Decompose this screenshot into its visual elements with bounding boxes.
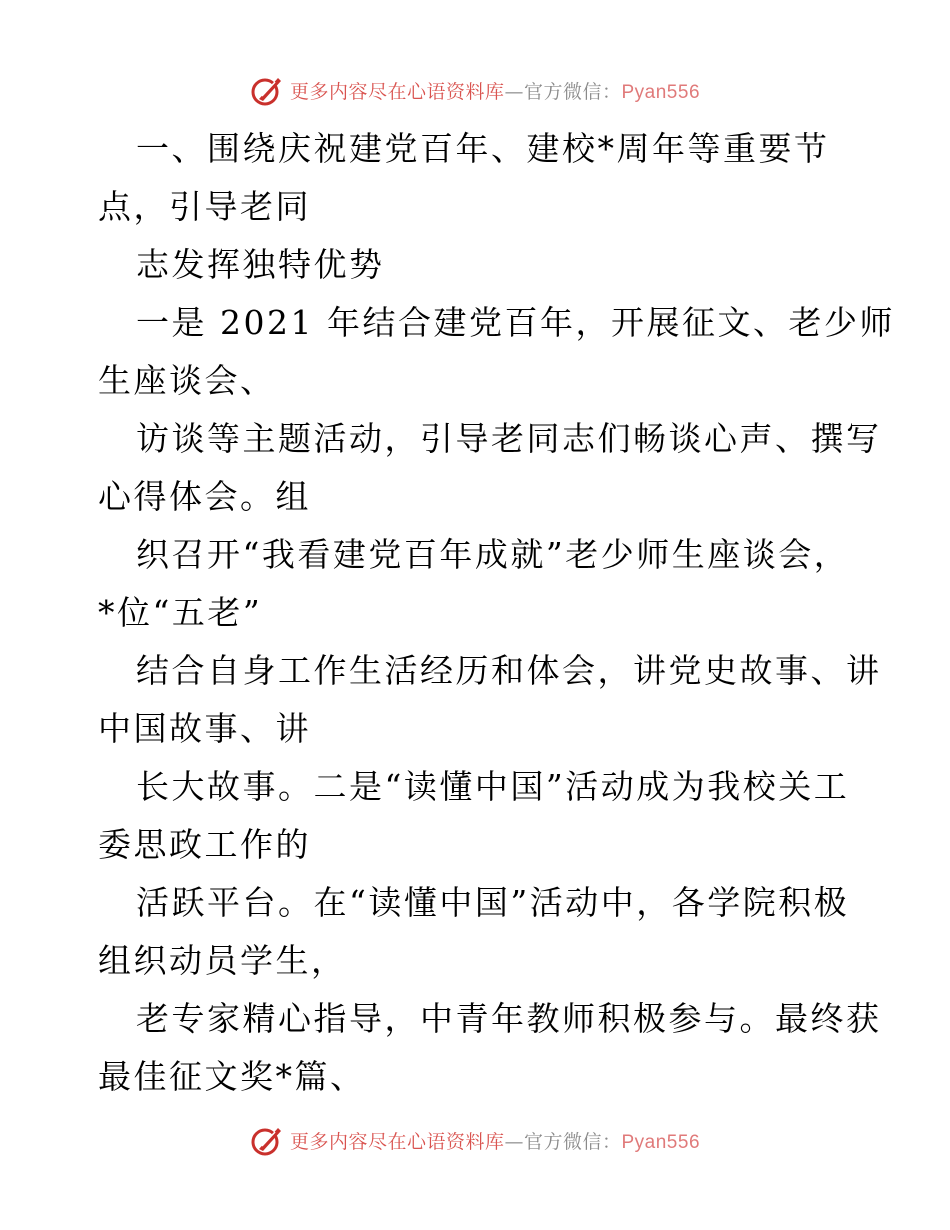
text-line: 点，引导老同 xyxy=(98,187,311,226)
banner-site-name: 更多内容尽在心语资料库 xyxy=(289,1130,505,1153)
document-body xyxy=(98,120,895,1106)
banner-site-name: 更多内容尽在心语资料库 xyxy=(289,80,505,103)
text-line: 生座谈会、 xyxy=(98,361,276,400)
text-line: 访谈等主题活动，引导老同志们畅谈心声、撰写 xyxy=(136,419,882,458)
quill-logo-icon xyxy=(250,73,284,107)
text-line: 志发挥独特优势 xyxy=(136,245,385,284)
text-line: 织召开“我看建党百年成就”老少师生座谈会， xyxy=(136,535,850,574)
text-line: 老专家精心指导，中青年教师积极参与。最终获 xyxy=(136,999,882,1038)
text-line: 长大故事。二是“读懂中国”活动成为我校关工 xyxy=(136,767,850,806)
text-line: 一、围绕庆祝建党百年、建校*周年等重要节 xyxy=(136,129,830,168)
text-line: 组织动员学生， xyxy=(98,941,347,980)
text-line: *位“五老” xyxy=(98,593,263,632)
banner-text xyxy=(290,77,700,104)
banner-wechat-id: Pyan556 xyxy=(621,1131,701,1153)
quill-logo-icon xyxy=(250,1123,284,1157)
text-line: 最佳征文奖*篇、 xyxy=(98,1057,366,1096)
banner-dash: — xyxy=(504,1130,524,1153)
banner-dash: — xyxy=(504,80,524,103)
text-line: 中国故事、讲 xyxy=(98,709,311,748)
text-line: 心得体会。组 xyxy=(98,477,311,516)
footer-banner xyxy=(0,1120,950,1160)
text-line: 活跃平台。在“读懂中国”活动中，各学院积极 xyxy=(136,883,850,922)
text-line: 一是 2021 年结合建党百年，开展征文、老少师 xyxy=(136,303,895,342)
text-line: 委思政工作的 xyxy=(98,825,311,864)
header-banner xyxy=(0,70,950,110)
banner-wechat-label: 官方微信： xyxy=(523,1130,622,1153)
banner-wechat-label: 官方微信： xyxy=(523,80,622,103)
banner-text xyxy=(290,1127,700,1154)
banner-wechat-id: Pyan556 xyxy=(621,81,701,103)
text-line: 结合自身工作生活经历和体会，讲党史故事、讲 xyxy=(136,651,882,690)
